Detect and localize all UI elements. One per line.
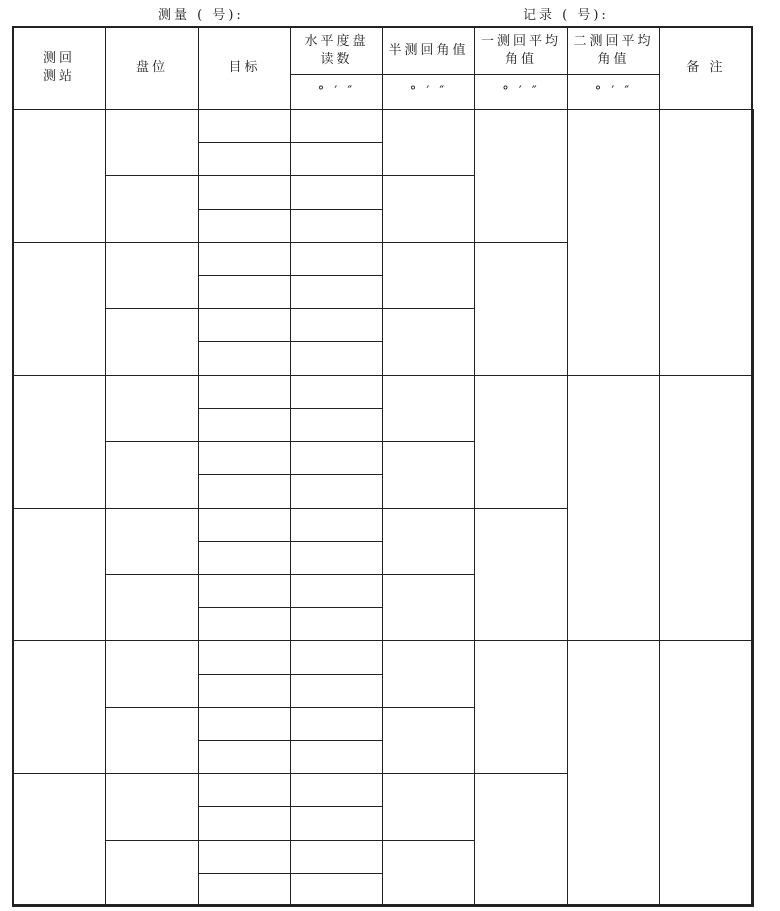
reading-cell — [290, 308, 383, 342]
position-cell — [105, 574, 199, 641]
one-round-avg-cell — [474, 242, 568, 376]
unit-one-round — [474, 74, 568, 110]
station-cell — [12, 640, 106, 774]
half-round-cell — [382, 840, 475, 907]
reading-cell — [290, 275, 383, 309]
reading-cell — [290, 175, 383, 210]
unit-reading-label: ° ′ ″ — [317, 84, 356, 99]
reading-cell — [290, 607, 383, 641]
position-cell — [105, 375, 199, 442]
target-cell — [198, 109, 291, 143]
two-round-avg-cell — [567, 640, 660, 907]
header-reading-line2: 读数 — [320, 51, 353, 67]
one-round-avg-cell — [474, 508, 568, 641]
half-round-cell — [382, 375, 475, 442]
target-cell — [198, 607, 291, 641]
target-cell — [198, 773, 291, 807]
reading-cell — [290, 109, 383, 143]
station-cell — [12, 109, 106, 243]
target-cell — [198, 209, 291, 243]
remarks-cell — [659, 109, 754, 376]
reading-cell — [290, 740, 383, 774]
header-position-label: 盘位 — [135, 60, 168, 75]
reading-cell — [290, 508, 383, 542]
one-round-avg-cell — [474, 109, 568, 243]
target-cell — [198, 408, 291, 442]
reading-cell — [290, 341, 383, 376]
header-position — [105, 26, 199, 110]
reading-cell — [290, 209, 383, 243]
half-round-cell — [382, 574, 475, 641]
header-remarks-label: 备 注 — [686, 60, 726, 75]
header-one-round-line2: 角值 — [504, 51, 537, 67]
header-half-round-label: 半测回角值 — [388, 42, 469, 58]
position-cell — [105, 640, 199, 708]
remarks-cell — [659, 375, 754, 641]
header-two-round-line2: 角值 — [597, 51, 630, 67]
header-target — [198, 26, 291, 110]
header-two-round-line1: 二测回平均 — [573, 33, 654, 49]
reading-cell — [290, 674, 383, 708]
header-one-round — [474, 26, 568, 75]
reading-cell — [290, 574, 383, 608]
target-cell — [198, 640, 291, 675]
half-round-cell — [382, 707, 475, 774]
target-cell — [198, 508, 291, 542]
target-cell — [198, 341, 291, 376]
half-round-cell — [382, 508, 475, 575]
reading-cell — [290, 541, 383, 575]
target-cell — [198, 308, 291, 342]
reading-cell — [290, 142, 383, 176]
header-reading — [290, 26, 383, 75]
reading-cell — [290, 242, 383, 276]
unit-two-round-label: ° ′ ″ — [594, 84, 633, 99]
target-cell — [198, 840, 291, 874]
half-round-cell — [382, 441, 475, 509]
target-cell — [198, 474, 291, 509]
target-cell — [198, 175, 291, 210]
two-round-avg-cell — [567, 109, 660, 376]
reading-cell — [290, 773, 383, 807]
reading-cell — [290, 806, 383, 841]
one-round-avg-cell — [474, 375, 568, 509]
half-round-cell — [382, 773, 475, 841]
position-cell — [105, 707, 199, 774]
station-cell — [12, 242, 106, 376]
half-round-cell — [382, 308, 475, 376]
unit-two-round — [567, 74, 660, 110]
target-cell — [198, 441, 291, 475]
target-cell — [198, 574, 291, 608]
target-cell — [198, 740, 291, 774]
target-cell — [198, 142, 291, 176]
unit-half-round-label: ° ′ ″ — [409, 84, 448, 99]
reading-cell — [290, 375, 383, 409]
header-half-round — [382, 26, 475, 75]
reading-cell — [290, 840, 383, 874]
target-cell — [198, 806, 291, 841]
target-cell — [198, 375, 291, 409]
surveyor-label: 测量 ( 号): — [158, 8, 244, 23]
header-two-round — [567, 26, 660, 75]
header-station-line2: 测站 — [42, 69, 75, 84]
two-round-avg-cell — [567, 375, 660, 641]
one-round-avg-cell — [474, 640, 568, 774]
reading-cell — [290, 873, 383, 907]
recorder-label: 记录 ( 号): — [523, 8, 609, 23]
unit-reading — [290, 74, 383, 110]
position-cell — [105, 441, 199, 509]
position-cell — [105, 840, 199, 907]
header-station-line1: 测回 — [42, 51, 75, 66]
header-one-round-line1: 一测回平均 — [480, 33, 561, 49]
target-cell — [198, 873, 291, 907]
unit-half-round — [382, 74, 475, 110]
target-cell — [198, 275, 291, 309]
unit-one-round-label: ° ′ ″ — [502, 84, 540, 99]
station-cell — [12, 773, 106, 907]
half-round-cell — [382, 242, 475, 309]
position-cell — [105, 508, 199, 575]
position-cell — [105, 308, 199, 376]
station-cell — [12, 375, 106, 509]
remarks-cell — [659, 640, 754, 907]
position-cell — [105, 242, 199, 309]
half-round-cell — [382, 640, 475, 708]
half-round-cell — [382, 175, 475, 243]
reading-cell — [290, 640, 383, 675]
target-cell — [198, 674, 291, 708]
header-remarks — [659, 26, 753, 110]
reading-cell — [290, 408, 383, 442]
reading-cell — [290, 474, 383, 509]
position-cell — [105, 109, 199, 176]
header-target-label: 目标 — [228, 60, 261, 75]
reading-cell — [290, 707, 383, 741]
target-cell — [198, 541, 291, 575]
station-cell — [12, 508, 106, 641]
target-cell — [198, 242, 291, 276]
target-cell — [198, 707, 291, 741]
survey-record-table — [12, 26, 753, 906]
header-reading-line1: 水平度盘 — [304, 33, 369, 49]
position-cell — [105, 175, 199, 243]
reading-cell — [290, 441, 383, 475]
header-station — [12, 26, 106, 110]
one-round-avg-cell — [474, 773, 568, 907]
position-cell — [105, 773, 199, 841]
half-round-cell — [382, 109, 475, 176]
